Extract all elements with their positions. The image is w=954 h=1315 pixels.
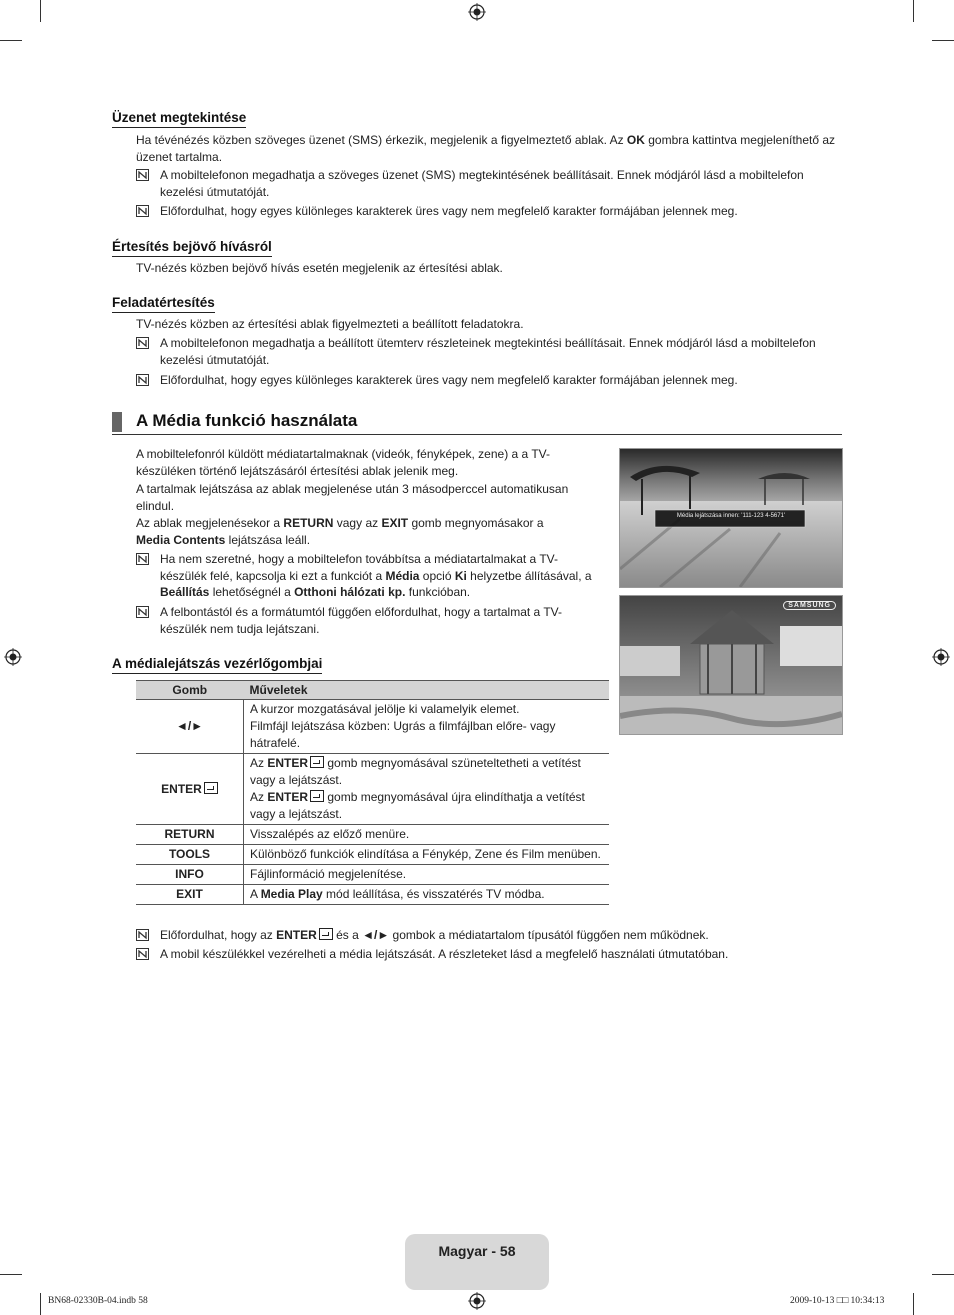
incoming-call-text: TV-nézés közben bejövő hívás esetén megjelenik az értesítési ablak. bbox=[136, 261, 503, 275]
enter-icon bbox=[310, 790, 324, 802]
crop-mark bbox=[40, 0, 41, 22]
action-return: Visszalépés az előző menüre. bbox=[244, 825, 610, 845]
section-bar bbox=[112, 412, 122, 432]
note-item: Előfordulhat, hogy egyes különleges karakterek üres vagy nem megfelelő karakter formájában jelennek meg. bbox=[136, 372, 850, 389]
gazebo-screenshot-image bbox=[619, 595, 843, 735]
column-header-action: Műveletek bbox=[244, 681, 610, 700]
column-header-key: Gomb bbox=[136, 681, 244, 700]
note-icon bbox=[136, 205, 149, 217]
enter-icon bbox=[204, 782, 218, 794]
key-exit: EXIT bbox=[136, 885, 244, 905]
table-row bbox=[136, 865, 609, 885]
subheading-message-view: Üzenet megtekintése bbox=[112, 110, 246, 128]
section-title: A Média funkció használata bbox=[136, 411, 358, 430]
enter-icon bbox=[319, 928, 333, 940]
controls-table bbox=[136, 680, 609, 905]
crop-mark bbox=[913, 1293, 914, 1315]
crop-mark bbox=[913, 0, 914, 22]
crop-mark bbox=[40, 1293, 41, 1315]
action-info: Fájlinformáció megjelenítése. bbox=[244, 865, 610, 885]
section-heading-media bbox=[112, 410, 842, 435]
note-item: A mobiltelefonon megadhatja a szöveges üzenet (SMS) megtekintésének beállításait. Ennek módjáról lásd a mobiltelefon kezelési útmutatóját. bbox=[136, 167, 850, 200]
note-icon bbox=[136, 553, 149, 565]
note-item: A mobil készülékkel vezérelheti a média lejátszását. A részleteket lásd a megfelelő használati útmutatóban. bbox=[136, 946, 860, 963]
page-number: Magyar - 58 bbox=[438, 1243, 516, 1259]
page-number-tab bbox=[405, 1234, 549, 1290]
action-enter: Az ENTER gomb megnyomásával szüneteltetheti a vetítést vagy a lejátszást. Az ENTER gomb megnyomásával újra elindíthatja a vetítést vagy a lejátszást. bbox=[244, 754, 610, 825]
beach-screenshot-image bbox=[619, 448, 843, 588]
note-item: Előfordulhat, hogy egyes különleges karakterek üres vagy nem megfelelő karakter formájában jelennek meg. bbox=[136, 203, 850, 220]
print-slug-right: 2009-10-13 □□ 10:34:13 bbox=[790, 1296, 885, 1306]
note-icon bbox=[136, 374, 149, 386]
key-enter: ENTER bbox=[136, 754, 244, 825]
note-icon bbox=[136, 337, 149, 349]
enter-icon bbox=[310, 756, 324, 768]
key-info: INFO bbox=[136, 865, 244, 885]
subheading-task-alert: Feladatértesítés bbox=[112, 295, 215, 313]
table-header-row bbox=[136, 681, 609, 700]
crop-mark bbox=[932, 1274, 954, 1275]
registration-mark-icon bbox=[932, 648, 950, 666]
media-paragraph-1: A mobiltelefonról küldött médiatartalmaknak (videók, fényképek, zene) a a TV-készüléken történő lejátszásáról értesítési ablak jelenik meg. bbox=[136, 447, 550, 478]
note-icon bbox=[136, 948, 149, 960]
registration-mark-icon bbox=[4, 648, 22, 666]
note-item: Ha nem szeretné, hogy a mobiltelefon továbbítsa a médiatartalmakat a TV-készülék felé, kapcsolja ki ezt a funkciót a Média opció Ki helyzetbe állításával, a Beállítás lehetőségnél a Otthoni hálózati kp. funkcióban. bbox=[136, 551, 600, 601]
registration-mark-icon bbox=[468, 3, 486, 21]
crop-mark bbox=[0, 40, 22, 41]
note-item: A mobiltelefonon megadhatja a beállított ütemterv részleteinek megtekintési beállításait. Ennek módjáról lásd a mobiltelefon kezelési útmutatóját. bbox=[136, 335, 850, 368]
media-paragraph-3: Az ablak megjelenésekor a RETURN vagy az EXIT gomb megnyomásakor a Media Contents lejátszása leáll. bbox=[136, 516, 544, 547]
subheading-playback-controls: A médialejátszás vezérlőgombjai bbox=[112, 656, 322, 674]
registration-mark-icon bbox=[468, 1292, 486, 1310]
key-arrows: ◄/► bbox=[136, 700, 244, 754]
task-alert-text: TV-nézés közben az értesítési ablak figyelmezteti a beállított feladatokra. bbox=[136, 317, 524, 331]
note-item: Előfordulhat, hogy az ENTER és a ◄/► gombok a médiatartalom típusától függően nem működnek. bbox=[136, 927, 860, 944]
action-exit: A Media Play mód leállítása, és visszatérés TV módba. bbox=[244, 885, 610, 905]
message-view-text: Ha tévénézés közben szöveges üzenet (SMS) érkezik, megjelenik a figyelmeztető ablak. Az OK gombra kattintva megjeleníthető az üzenet tartalma. bbox=[136, 133, 836, 164]
crop-mark bbox=[932, 40, 954, 41]
key-return: RETURN bbox=[136, 825, 244, 845]
note-icon bbox=[136, 606, 149, 618]
media-paragraph-2: A tartalmak lejátszása az ablak megjelenése után 3 másodperccel automatikusan elindul. bbox=[136, 482, 569, 513]
table-row bbox=[136, 754, 609, 825]
crop-mark bbox=[0, 1274, 22, 1275]
note-item: A felbontástól és a formátumtól függően előfordulhat, hogy a tartalmat a TV-készülék nem tudja lejátszani. bbox=[136, 604, 575, 637]
gazebo-scene-image bbox=[620, 596, 842, 734]
print-slug-left: BN68-02330B-04.indb 58 bbox=[48, 1296, 148, 1306]
notification-popup-text: Média lejátszása innen: '111-123 4-5671' bbox=[676, 513, 786, 519]
action-tools: Különböző funkciók elindítása a Fénykép, Zene és Film menüben. bbox=[244, 845, 610, 865]
table-row bbox=[136, 885, 609, 905]
note-icon bbox=[136, 169, 149, 181]
samsung-watermark: SAMSUNG bbox=[783, 601, 836, 610]
action-arrows: A kurzor mozgatásával jelölje ki valamelyik elemet. Filmfájl lejátszása közben: Ugrás a filmfájlban előre- vagy hátrafelé. bbox=[244, 700, 610, 754]
table-row bbox=[136, 825, 609, 845]
subheading-incoming-call: Értesítés bejövő hívásról bbox=[112, 239, 272, 257]
table-row bbox=[136, 700, 609, 754]
key-tools: TOOLS bbox=[136, 845, 244, 865]
table-row bbox=[136, 845, 609, 865]
note-icon bbox=[136, 929, 149, 941]
